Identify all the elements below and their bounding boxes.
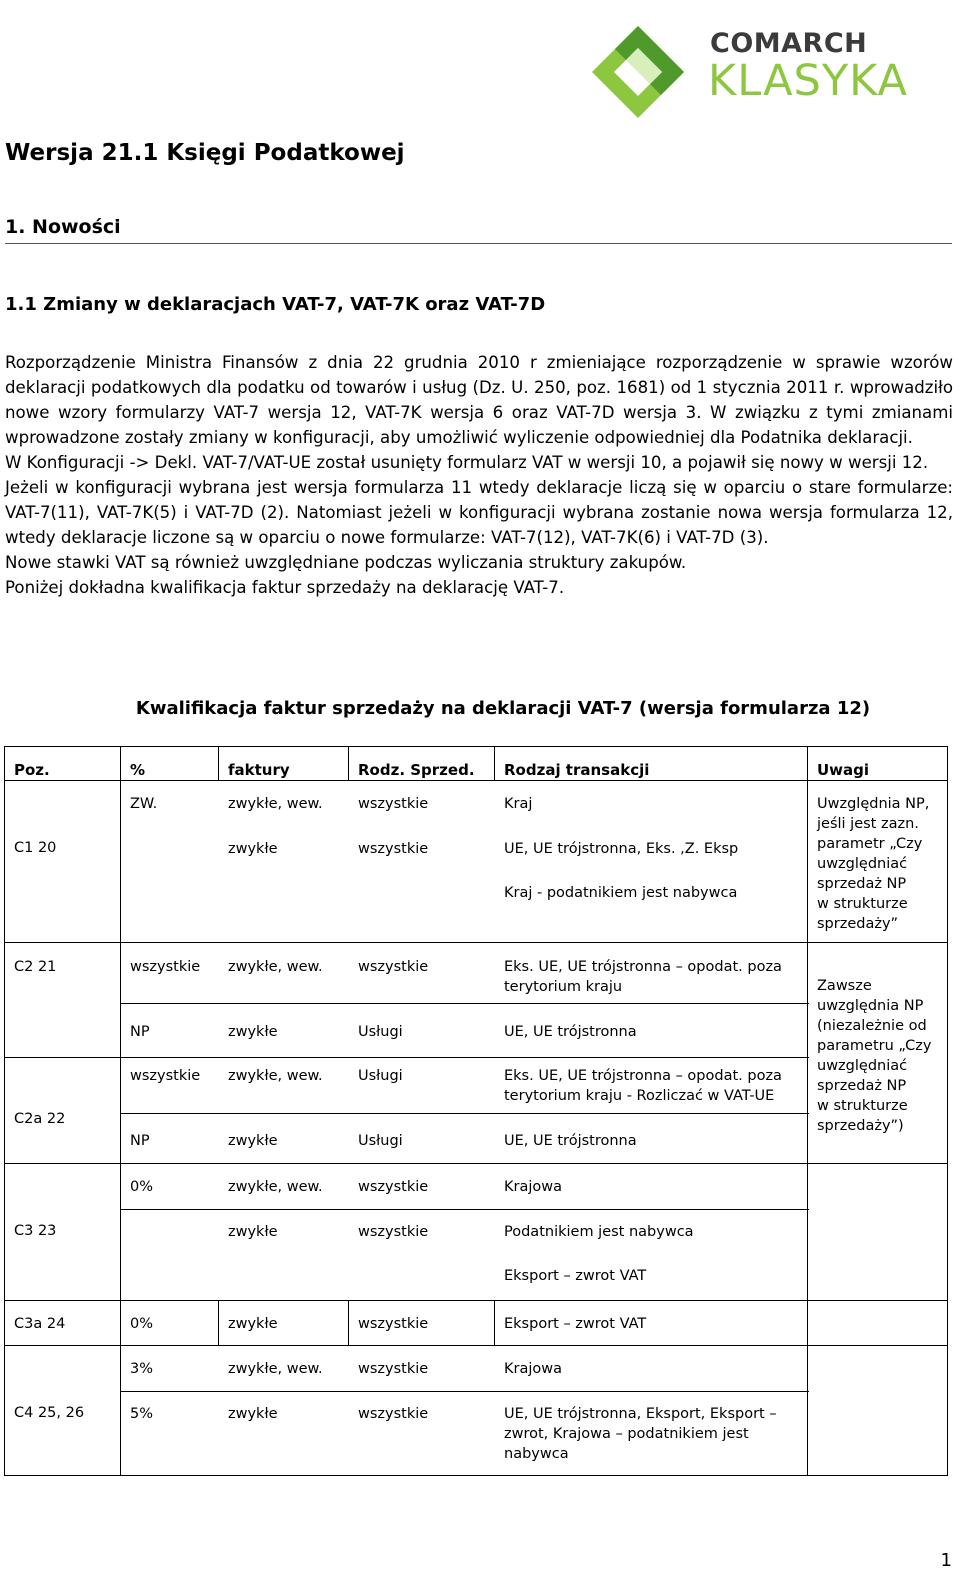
table-row bbox=[5, 1301, 948, 1346]
cell-transakcja: UE, UE trójstronna bbox=[504, 1024, 637, 1040]
cell-rodz: wszystkie bbox=[358, 841, 429, 857]
header-percent: % bbox=[121, 747, 219, 781]
row-poz: C2 21 bbox=[14, 959, 57, 975]
cell-percent: wszystkie bbox=[130, 1068, 201, 1084]
row-poz: C2a 22 bbox=[14, 1111, 66, 1127]
uwagi-line: sprzedaży” bbox=[817, 916, 899, 932]
row-divider bbox=[120, 1391, 809, 1392]
uwagi-line: Uwzględnia NP, bbox=[817, 796, 930, 812]
table-row bbox=[5, 781, 948, 943]
cell-faktury: zwykłe, wew. bbox=[228, 796, 323, 812]
cell-rodz: wszystkie bbox=[358, 1316, 429, 1332]
cell-rodz: Usługi bbox=[358, 1068, 403, 1084]
row-poz: C1 20 bbox=[14, 840, 57, 856]
cell-percent: NP bbox=[130, 1133, 150, 1149]
cell-rodz: wszystkie bbox=[358, 1406, 429, 1422]
row-divider bbox=[120, 1209, 809, 1210]
cell-rodz: Usługi bbox=[358, 1133, 403, 1149]
cell-transakcja: zwrot, Krajowa – podatnikiem jest bbox=[504, 1426, 749, 1442]
page-number: 1 bbox=[940, 1550, 952, 1571]
uwagi-line: uwzględniać bbox=[817, 856, 908, 872]
cell-faktury: zwykłe bbox=[228, 1133, 278, 1149]
uwagi-line: parametr „Czy bbox=[817, 836, 923, 852]
cell-faktury: zwykłe bbox=[228, 841, 278, 857]
cell-rodz: wszystkie bbox=[358, 1224, 429, 1240]
uwagi-line: sprzedaż NP bbox=[817, 876, 907, 892]
uwagi-line: sprzedaż NP bbox=[817, 1078, 907, 1094]
comarch-klasyka-logo bbox=[588, 22, 928, 122]
row-divider bbox=[120, 1057, 809, 1058]
cell-percent: ZW. bbox=[130, 796, 158, 812]
header-faktury: faktury bbox=[219, 747, 349, 781]
header-poz: Poz. bbox=[5, 747, 121, 781]
header-rodzaj-transakcji: Rodzaj transakcji bbox=[495, 747, 808, 781]
uwagi-line: parametru „Czy bbox=[817, 1038, 932, 1054]
uwagi-line: sprzedaży”) bbox=[817, 1118, 904, 1134]
uwagi-line: (niezależnie od bbox=[817, 1018, 927, 1034]
cell-faktury: zwykłe, wew. bbox=[228, 1068, 323, 1084]
table-header-row bbox=[5, 747, 948, 781]
cell-transakcja: UE, UE trójstronna bbox=[504, 1133, 637, 1149]
header-rodz-sprzed: Rodz. Sprzed. bbox=[349, 747, 495, 781]
body-text bbox=[5, 350, 953, 600]
logo-text-comarch: COMARCH bbox=[710, 28, 868, 59]
paragraph-1: Rozporządzenie Ministra Finansów z dnia 22 grudnia 2010 r zmieniające rozporządzenie w sprawie wzorów deklaracji podatkowych dla podatku od towarów i usług (Dz. U. 250, poz. 1681) od 1 stycznia 2011 r. wprowadziło nowe wzory formularzy VAT-7 wersja 12, VAT-7K wersja 6 oraz VAT-7D wersja 3. W związku z tymi zmianami wprowadzone zostały zmiany w konfiguracji, aby umożliwić wyliczenie odpowiedniej dla Podatnika deklaracji. bbox=[5, 353, 953, 447]
table-title: Kwalifikacja faktur sprzedaży na deklaracji VAT-7 (wersja formularza 12) bbox=[135, 698, 871, 719]
cell-rodz: wszystkie bbox=[358, 959, 429, 975]
cell-transakcja: UE, UE trójstronna, Eksport, Eksport – bbox=[504, 1406, 777, 1422]
cell-transakcja: UE, UE trójstronna, Eks. ,Z. Eksp bbox=[504, 841, 739, 857]
paragraph-4: Nowe stawki VAT są również uwzględniane podczas wyliczania struktury zakupów. bbox=[5, 553, 687, 572]
logo-mark-icon bbox=[588, 22, 688, 122]
subsection-heading: 1.1 Zmiany w deklaracjach VAT-7, VAT-7K oraz VAT-7D bbox=[5, 294, 546, 315]
cell-transakcja: Kraj - podatnikiem jest nabywca bbox=[504, 885, 738, 901]
row-poz: C4 25, 26 bbox=[14, 1405, 85, 1421]
paragraph-5: Poniżej dokładna kwalifikacja faktur sprzedaży na deklarację VAT-7. bbox=[5, 578, 565, 597]
paragraph-2: W Konfiguracji -> Dekl. VAT-7/VAT-UE został usunięty formularz VAT w wersji 10, a pojawił się nowy w wersji 12. bbox=[5, 453, 929, 472]
cell-faktury: zwykłe bbox=[228, 1406, 278, 1422]
row-divider bbox=[120, 1113, 809, 1114]
table-row bbox=[5, 1164, 948, 1301]
row-divider bbox=[120, 1003, 809, 1004]
cell-rodz: wszystkie bbox=[358, 1179, 429, 1195]
qualification-table bbox=[4, 746, 948, 1476]
uwagi-line: uwzględnia NP bbox=[817, 998, 924, 1014]
row-poz: C3 23 bbox=[14, 1223, 57, 1239]
uwagi-line: jeśli jest zazn. bbox=[817, 816, 919, 832]
cell-percent: 0% bbox=[130, 1179, 154, 1195]
uwagi-line: Zawsze bbox=[817, 978, 872, 994]
uwagi-line: w strukturze bbox=[817, 896, 908, 912]
cell-rodz: wszystkie bbox=[358, 796, 429, 812]
cell-transakcja: terytorium kraju bbox=[504, 979, 623, 995]
cell-transakcja: terytorium kraju - Rozliczać w VAT-UE bbox=[504, 1088, 775, 1104]
row-divider bbox=[4, 1057, 121, 1058]
document-title: Wersja 21.1 Księgi Podatkowej bbox=[5, 140, 405, 166]
cell-faktury: zwykłe bbox=[228, 1224, 278, 1240]
cell-faktury: zwykłe, wew. bbox=[228, 1179, 323, 1195]
row-poz: C3a 24 bbox=[14, 1316, 66, 1332]
cell-faktury: zwykłe, wew. bbox=[228, 1361, 323, 1377]
section-heading: 1. Nowości bbox=[5, 216, 121, 238]
cell-transakcja: Krajowa bbox=[504, 1361, 562, 1377]
table-row bbox=[5, 943, 948, 1164]
table-row bbox=[5, 1346, 948, 1476]
cell-rodz: wszystkie bbox=[358, 1361, 429, 1377]
paragraph-3: Jeżeli w konfiguracji wybrana jest wersja formularza 11 wtedy deklaracje liczą się w oparciu o stare formularze: VAT-7(11), VAT-7K(5) i VAT-7D (2). Natomiast jeżeli w konfiguracji wybrana zostanie nowa wersja formularza 12, wtedy deklaracje liczone są w oparciu o nowe formularze: VAT-7(12), VAT-7K(6) i VAT-7D (3). bbox=[5, 478, 953, 547]
cell-transakcja: Krajowa bbox=[504, 1179, 562, 1195]
cell-transakcja: Eks. UE, UE trójstronna – opodat. poza bbox=[504, 1068, 782, 1084]
cell-transakcja: Eksport – zwrot VAT bbox=[504, 1316, 647, 1332]
header-uwagi: Uwagi bbox=[808, 747, 948, 781]
cell-percent: wszystkie bbox=[130, 959, 201, 975]
cell-percent: 3% bbox=[130, 1361, 154, 1377]
cell-faktury: zwykłe bbox=[228, 1024, 278, 1040]
cell-transakcja: Eksport – zwrot VAT bbox=[504, 1268, 647, 1284]
cell-transakcja: Kraj bbox=[504, 796, 533, 812]
cell-faktury: zwykłe, wew. bbox=[228, 959, 323, 975]
uwagi-line: uwzględniać bbox=[817, 1058, 908, 1074]
cell-transakcja: nabywca bbox=[504, 1446, 569, 1462]
logo-text-klasyka: KLASYKA bbox=[708, 56, 908, 106]
cell-rodz: Usługi bbox=[358, 1024, 403, 1040]
uwagi-line: w strukturze bbox=[817, 1098, 908, 1114]
cell-percent: 0% bbox=[130, 1316, 154, 1332]
cell-faktury: zwykłe bbox=[228, 1316, 278, 1332]
cell-transakcja: Eks. UE, UE trójstronna – opodat. poza bbox=[504, 959, 782, 975]
cell-percent: 5% bbox=[130, 1406, 154, 1422]
horizontal-rule bbox=[5, 243, 952, 244]
cell-transakcja: Podatnikiem jest nabywca bbox=[504, 1224, 694, 1240]
cell-percent: NP bbox=[130, 1024, 150, 1040]
